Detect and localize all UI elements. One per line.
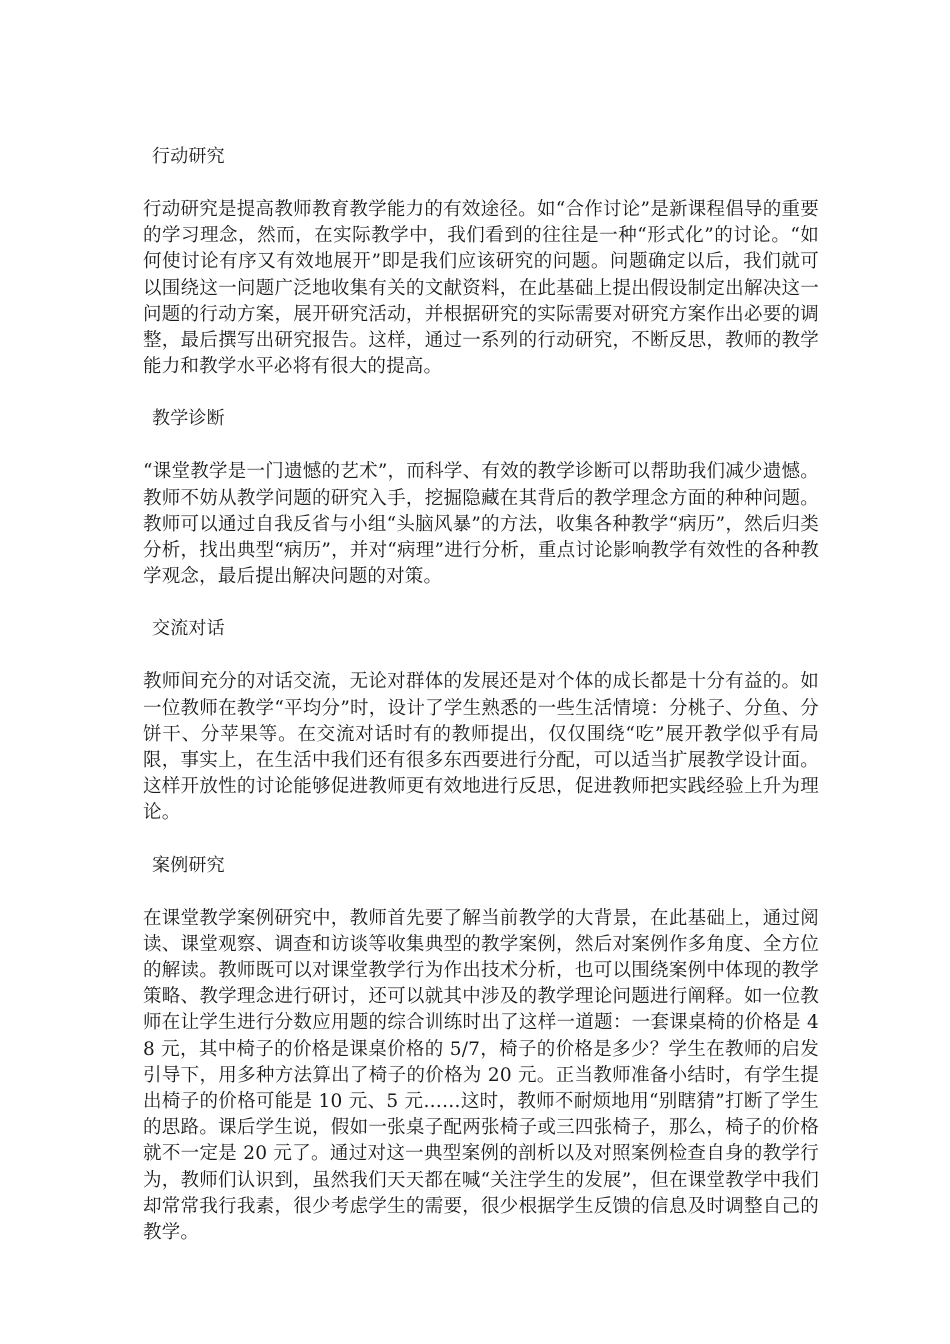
section-paragraph-dialogue: 教师间充分的对话交流，无论对群体的发展还是对个体的成长都是十分有益的。如一位教师在教学“平均分”时，设计了学生熟悉的一些生活情境：分桃子、分鱼、分饼干、分苹果等。在交流对话时有的教师提出，仅仅围绕“吃”展开教学似乎有局限，事实上，在生活中我们还有很多东西要进行分配，可以适当扩展教学设计面。这样开放性的讨论能够促进教师更有效地进行反思，促进教师把实践经验上升为理论。 [143, 671, 819, 824]
section-paragraph-teaching-diagnosis: “课堂教学是一门遗憾的艺术”，而科学、有效的教学诊断可以帮助我们减少遗憾。教师不妨从教学问题的研究入手，挖掘隐藏在其背后的教学理念方面的种种问题。教师可以通过自我反省与小组“头脑风暴”的方法，收集各种教学“病历”，然后归类分析，找出典型“病历”，并对“病理”进行分析，重点讨论影响教学有效性的各种教学观念，最后提出解决问题的对策。 [143, 461, 819, 588]
document-body [143, 144, 819, 1246]
section-paragraph-case-study: 在课堂教学案例研究中，教师首先要了解当前教学的大背景，在此基础上，通过阅读、课堂观察、调查和访谈等收集典型的教学案例，然后对案例作多角度、全方位的解读。教师既可以对课堂教学行为作出技术分析，也可以围绕案例中体现的教学策略、教学理念进行研讨，还可以就其中涉及的教学理论问题进行阐释。如一位教师在让学生进行分数应用题的综合训练时出了这样一道题：一套课桌椅的价格是 48 元，其中椅子的价格是课桌价格的 5/7，椅子的价格是多少？学生在教师的启发引导下，用多种方法算出了椅子的价格为 20 元。正当教师准备小结时，有学生提出椅子的价格可能是 10 元、5 元……这时，教师不耐烦地用“别瞎猜”打断了学生的思路。课后学生说，假如一张桌子配两张椅子或三四张椅子，那么，椅子的价格就不一定是 20 元了。通过对这一典型案例的剖析以及对照案例检查自身的教学行为，教师们认识到，虽然我们天天都在喊“关注学生的发展”，但在课堂教学中我们却常常我行我素，很少考虑学生的需要，很少根据学生反馈的信息及时调整自己的教学。 [143, 907, 819, 1244]
section-heading-teaching-diagnosis: 教学诊断 [152, 408, 225, 430]
section-heading-action-research: 行动研究 [152, 146, 225, 167]
section-paragraph-action-research: 行动研究是提高教师教育教学能力的有效途径。如“合作讨论”是新课程倡导的重要的学习理念，然而，在实际教学中，我们看到的往往是一种“形式化”的讨论。“如何使讨论有序又有效地展开”即是我们应该研究的问题。问题确定以后，我们就可以围绕这一问题广泛地收集有关的文献资料，在此基础上提出假设制定出解决这一问题的行动方案，展开研究活动，并根据研究的实际需要对研究方案作出必要的调整，最后撰写出研究报告。这样，通过一系列的行动研究，不断反思，教师的教学能力和教学水平必将有很大的提高。 [143, 199, 819, 378]
section-heading-case-study: 案例研究 [152, 854, 225, 876]
section-heading-dialogue: 交流对话 [152, 618, 225, 640]
